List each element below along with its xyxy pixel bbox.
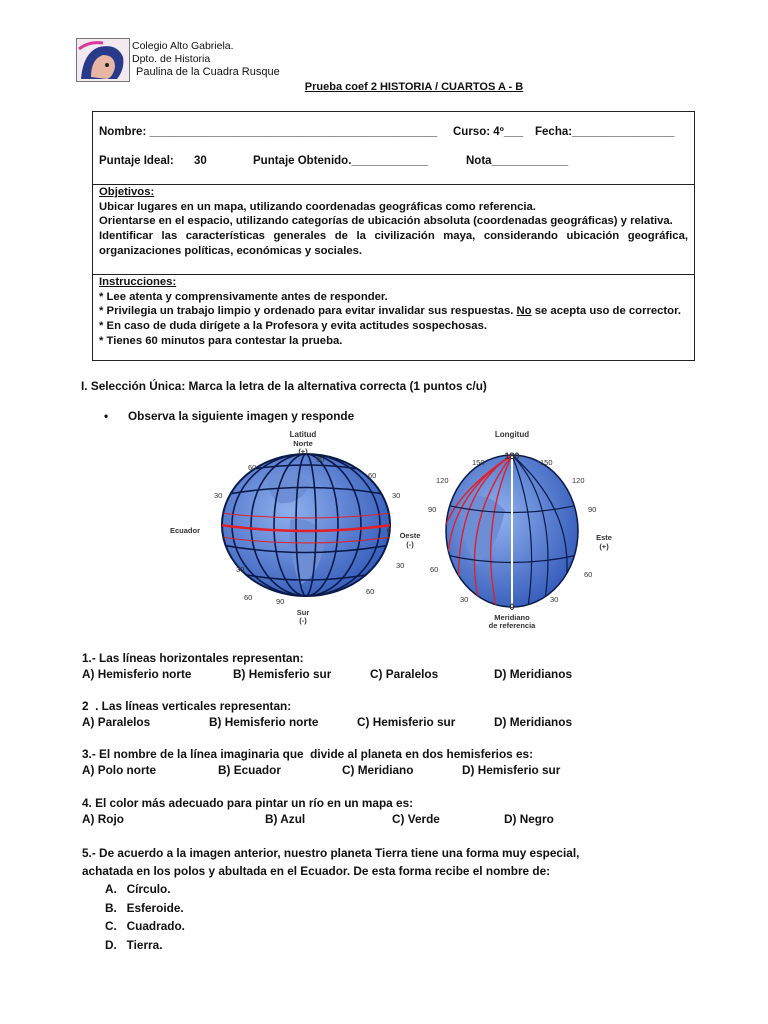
q4-option-b[interactable]: B) Azul [265, 812, 306, 826]
lat-degree: 60 [244, 593, 253, 602]
q3-option-b[interactable]: B) Ecuador [218, 763, 281, 777]
question-1: 1.- Las líneas horizontales representan: [82, 651, 304, 665]
school-name: Colegio Alto Gabriela. [132, 40, 234, 52]
objective-3: Identificar las características generales de la civilización maya, considerando ubicación geográfica, organizaciones políticas, económicas y sociales. [99, 230, 688, 257]
q2-option-a[interactable]: A) Paralelos [82, 715, 151, 729]
section-title: I. Selección Única: Marca la letra de la alternativa correcta (1 puntos c/u) [81, 379, 487, 393]
lat-degree: 60 [368, 471, 377, 480]
globes-figure [160, 425, 620, 635]
lat-degree: 60 [366, 587, 375, 596]
q5-option-b[interactable]: B. Esferoide. [105, 901, 184, 915]
reference-meridian-label-2: de referencia [488, 621, 536, 630]
q3-option-d[interactable]: D) Hemisferio sur [462, 763, 561, 777]
instruction-2: * Privilegia un trabajo limpio y ordenado para evitar invalidar sus respuestas. No se acepta uso de corrector. [99, 305, 681, 318]
q3-option-c[interactable]: C) Meridiano [342, 763, 414, 777]
q2-option-c[interactable]: C) Hemisferio sur [357, 715, 456, 729]
latitude-south: Sur [296, 608, 310, 617]
bullet-icon: • [104, 409, 109, 423]
q4-option-c[interactable]: C) Verde [392, 812, 440, 826]
west-label: Oeste [399, 531, 421, 540]
equator-label: Ecuador [170, 526, 201, 535]
q3-option-a[interactable]: A) Polo norte [82, 763, 157, 777]
longitude-globe [441, 455, 578, 607]
instruction-1: * Lee atenta y comprensivamente antes de responder. [99, 290, 388, 303]
lon-degree: 30 [460, 595, 469, 604]
q1-option-d[interactable]: D) Meridianos [494, 667, 572, 681]
latitude-plus: (+) [298, 447, 308, 456]
lon-degree: 120 [572, 476, 585, 485]
latitude-title: Latitud [289, 430, 317, 439]
lon-degree: 90 [428, 505, 437, 514]
east-sign: (+) [599, 542, 609, 551]
q5-option-a[interactable]: A. Círculo. [105, 882, 171, 896]
objective-1: Ubicar lugares en un mapa, utilizando coordenadas geográficas como referencia. [99, 200, 536, 213]
ideal-score-label: Puntaje Ideal: [99, 155, 174, 167]
q1-option-b[interactable]: B) Hemisferio sur [233, 667, 332, 681]
info-box [92, 111, 695, 361]
department: Dpto. de Historia [132, 53, 211, 65]
reference-meridian-label-1: Meridiano [494, 613, 530, 622]
date-field[interactable]: Fecha:________________ [535, 126, 675, 138]
question-4: 4. El color más adecuado para pintar un río en un mapa es: [82, 796, 414, 810]
lon-degree: 150 [540, 458, 553, 467]
teacher-name: Paulina de la Cuadra Rusque [136, 66, 280, 78]
ideal-score-value: 30 [194, 155, 207, 167]
west-sign: (-) [406, 540, 414, 549]
east-label: Este [596, 533, 612, 542]
course-field[interactable]: Curso: 4º___ [453, 126, 524, 138]
lon-degree: 30 [550, 595, 559, 604]
test-title: Prueba coef 2 HISTORIA / CUARTOS A - B [304, 81, 524, 93]
longitude-title: Longitud [494, 430, 530, 439]
latitude-globe [220, 448, 392, 597]
q1-option-c[interactable]: C) Paralelos [370, 667, 439, 681]
lat-degree: 90 [316, 455, 325, 464]
q1-option-a[interactable]: A) Hemisferio norte [82, 667, 192, 681]
lat-degree: 30 [392, 491, 401, 500]
lon-degree: 60 [584, 570, 593, 579]
lon-degree: 150 [472, 458, 485, 467]
q2-option-b[interactable]: B) Hemisferio norte [209, 715, 319, 729]
q4-option-a[interactable]: A) Rojo [82, 812, 124, 826]
lat-degree: 30 [396, 561, 405, 570]
lon-degree: 120 [436, 476, 449, 485]
latitude-minus: (-) [299, 616, 307, 625]
q2-option-d[interactable]: D) Meridianos [494, 715, 572, 729]
latitude-north: Norte [293, 439, 313, 448]
name-field[interactable]: Nombre: _____________________________________________ [99, 126, 438, 138]
instructions-title: Instrucciones: [99, 276, 177, 288]
q5-option-c[interactable]: C. Cuadrado. [105, 919, 185, 933]
lat-degree: 60 [248, 463, 257, 472]
longitude-zero: 0 [509, 602, 515, 612]
instruction-3: * En caso de duda dirígete a la Profesora y evita actitudes sospechosas. [99, 320, 488, 333]
logo-face-icon [77, 39, 129, 81]
obtained-score-field[interactable]: Puntaje Obtenido.____________ [253, 155, 429, 167]
question-2: 2 . Las líneas verticales representan: [82, 699, 292, 713]
school-logo [76, 38, 130, 82]
q5-option-d[interactable]: D. Tierra. [105, 938, 163, 952]
lon-degree: 60 [430, 565, 439, 574]
instruction-4: * Tienes 60 minutos para contestar la prueba. [99, 334, 343, 347]
lon-degree: 90 [588, 505, 597, 514]
objective-2: Orientarse en el espacio, utilizando categorías de ubicación absoluta (coordenadas geográficas) y relativa. [99, 215, 673, 228]
question-3: 3.- El nombre de la línea imaginaria que divide al planeta en dos hemisferios es: [82, 747, 534, 761]
grade-field[interactable]: Nota____________ [466, 155, 569, 167]
question-5-line-2: achatada en los polos y abultada en el Ecuador. De esta forma recibe el nombre de: [82, 864, 551, 878]
longitude-180: 180 [504, 451, 520, 461]
lat-degree: 30 [236, 565, 245, 574]
lat-degree: 90 [276, 597, 285, 606]
q4-option-d[interactable]: D) Negro [504, 812, 554, 826]
objectives [99, 185, 688, 259]
lat-degree: 30 [214, 491, 223, 500]
latitude-zero: 0 [386, 526, 392, 535]
question-5-line-1: 5.- De acuerdo a la imagen anterior, nuestro planeta Tierra tiene una forma muy especial, [82, 846, 580, 860]
image-instruction: Observa la siguiente imagen y responde [128, 409, 355, 423]
instructions [99, 275, 688, 349]
objectives-title: Objetivos: [99, 186, 155, 198]
